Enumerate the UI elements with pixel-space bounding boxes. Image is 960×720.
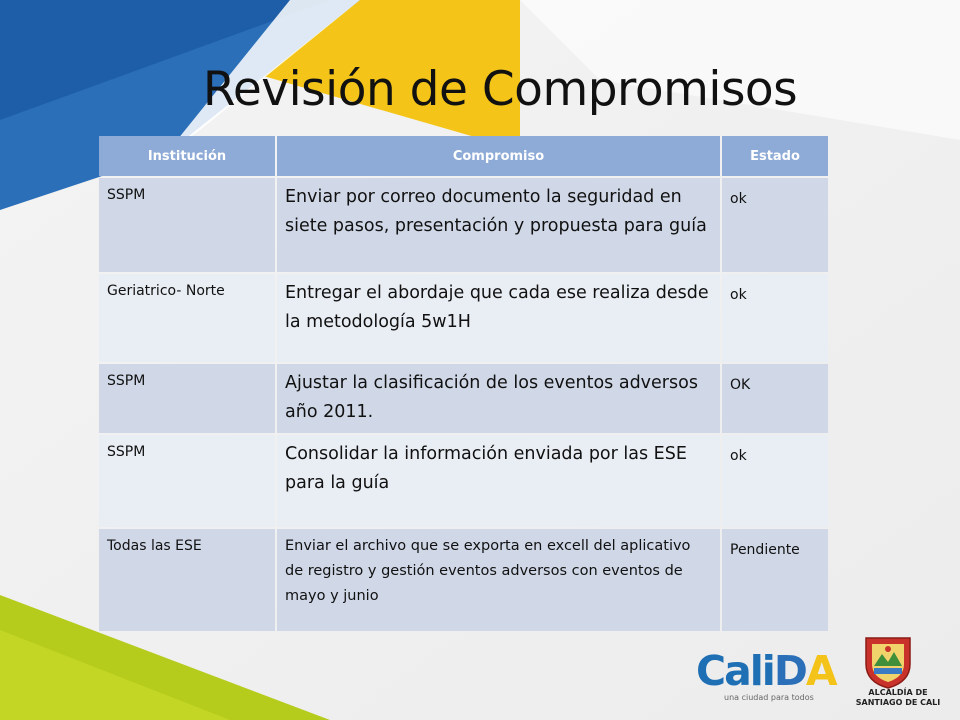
table-row: [99, 529, 828, 631]
calida-logo-word: CaliDA: [696, 647, 836, 695]
slide-title: Revisión de Compromisos: [202, 62, 798, 117]
commitment-cell: Enviar el archivo que se exporta en excell del aplicativo de registro y gestión eventos adversos con eventos de mayo y junio: [277, 529, 720, 631]
alcaldia-label: ALCALDÍA DE SANTIAGO DE CALI: [855, 688, 941, 707]
commitment-cell: Ajustar la clasificación de los eventos adversos año 2011.: [277, 364, 720, 433]
commitment-cell: Entregar el abordaje que cada ese realiza desde la metodología 5w1H: [277, 274, 720, 362]
commitments-table: [97, 134, 830, 633]
calida-logo: [696, 647, 836, 702]
status-cell: Pendiente: [722, 529, 828, 631]
institution-cell: SSPM: [99, 178, 275, 272]
table-row: [99, 178, 828, 272]
column-header-estado: Estado: [722, 136, 828, 176]
commitment-cell: Enviar por correo documento la seguridad en siete pasos, presentación y propuesta para guía: [277, 178, 720, 272]
institution-cell: Geriatrico- Norte: [99, 274, 275, 362]
institution-cell: SSPM: [99, 364, 275, 433]
status-cell: ok: [722, 435, 828, 527]
status-cell: ok: [722, 178, 828, 272]
institution-cell: Todas las ESE: [99, 529, 275, 631]
table-header-row: [99, 136, 828, 176]
institution-cell: SSPM: [99, 435, 275, 527]
table-row: [99, 274, 828, 362]
commitment-cell: Consolidar la información enviada por las ESE para la guía: [277, 435, 720, 527]
column-header-institucion: Institución: [99, 136, 275, 176]
status-cell: ok: [722, 274, 828, 362]
status-cell: OK: [722, 364, 828, 433]
city-shield-icon: [862, 634, 914, 690]
column-header-compromiso: Compromiso: [277, 136, 720, 176]
table-row: [99, 364, 828, 433]
calida-tagline: una ciudad para todos: [724, 693, 814, 702]
table-row: [99, 435, 828, 527]
